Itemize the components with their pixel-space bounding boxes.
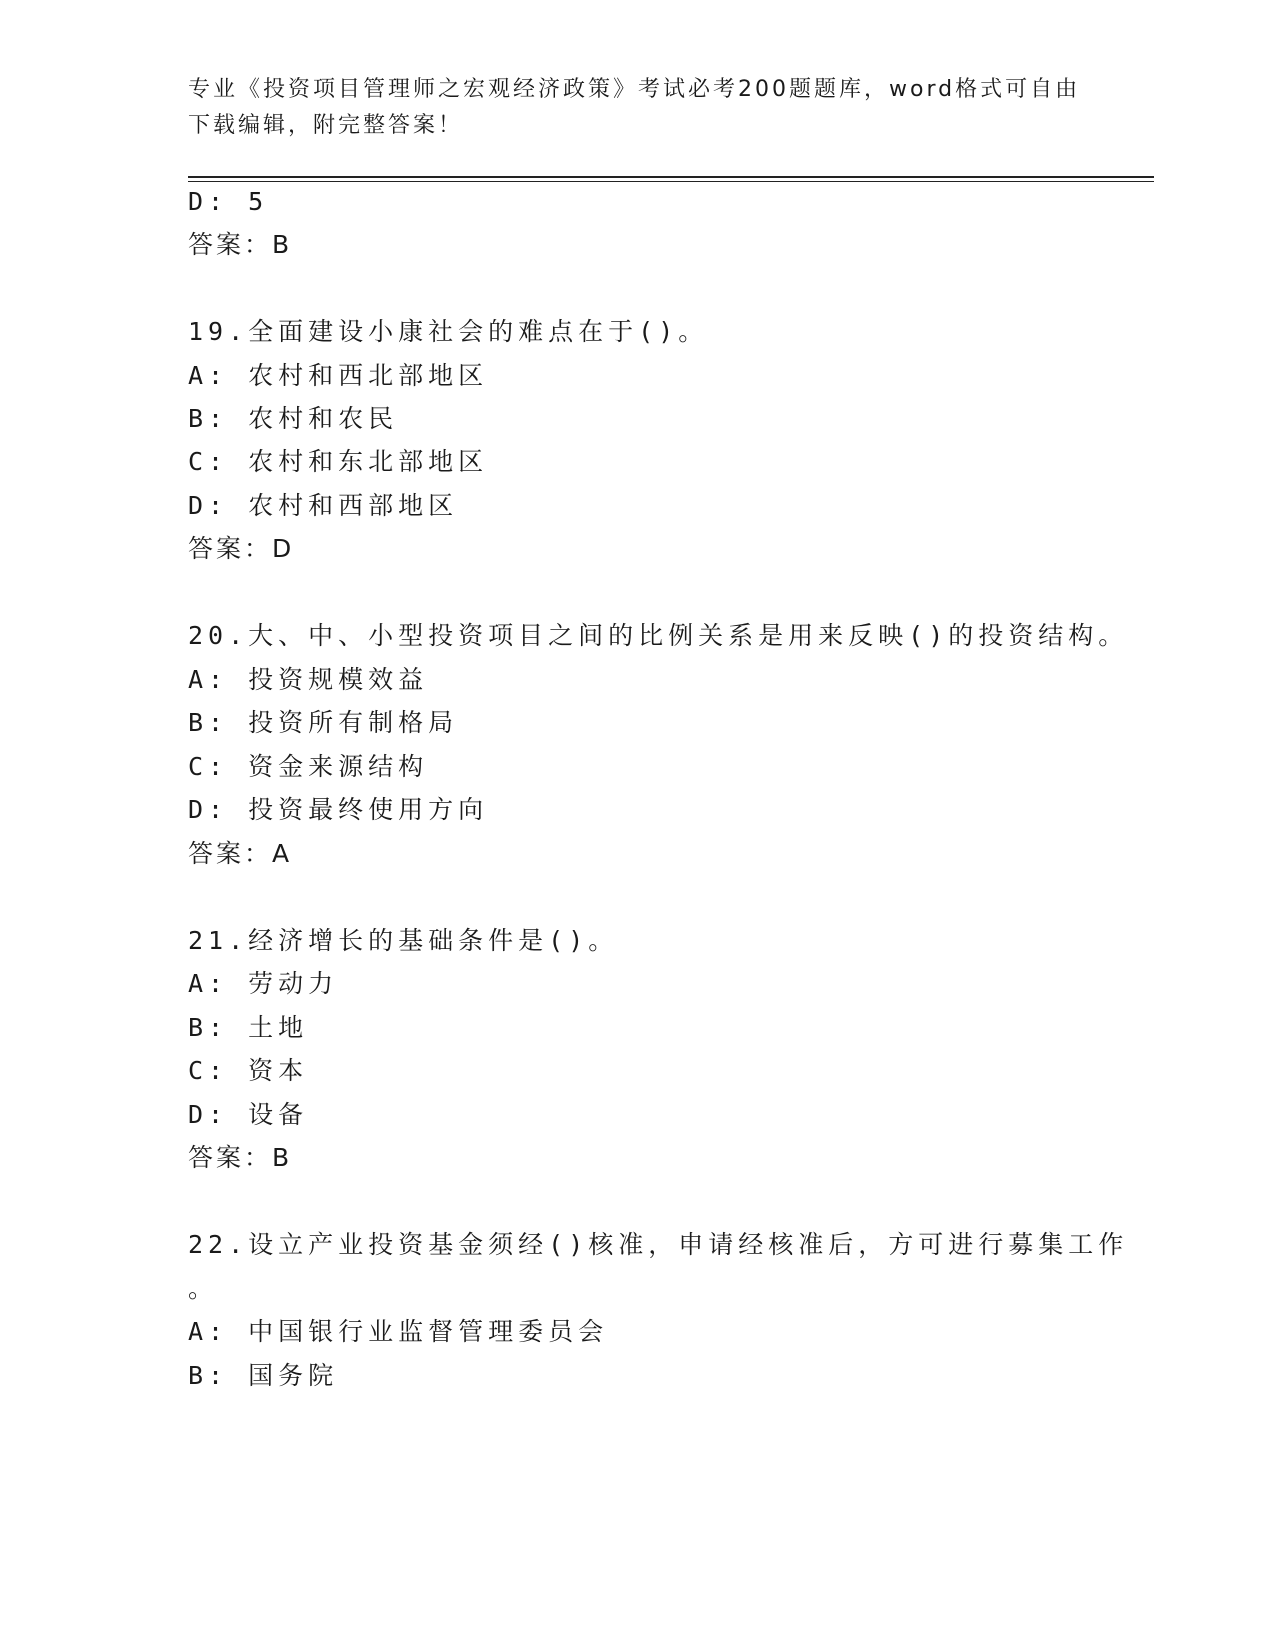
question-19-option-a: A: 农村和西北部地区: [188, 361, 489, 390]
question-19-stem: 19.全面建设小康社会的难点在于()。: [188, 317, 709, 346]
question-21-option-a: A: 劳动力: [188, 969, 339, 998]
question-22-option-b: B: 国务院: [188, 1361, 339, 1390]
question-20-option-b: B: 投资所有制格局: [188, 708, 459, 737]
question-20-answer: 答案：A: [188, 839, 293, 868]
question-19-option-d: D: 农村和西部地区: [188, 491, 459, 520]
question-20-stem: 20.大、中、小型投资项目之间的比例关系是用来反映()的投资结构。: [188, 621, 1129, 650]
document-header: [188, 72, 1088, 144]
header-rule-thin: [188, 181, 1154, 182]
question-21-option-b: B: 土地: [188, 1013, 309, 1042]
question-22-stem-continuation: 。: [188, 1274, 219, 1303]
question-22-option-a: A: 中国银行业监督管理委员会: [188, 1317, 609, 1346]
question-20-option-a: A: 投资规模效益: [188, 665, 429, 694]
question-19-option-b: B: 农村和农民: [188, 404, 399, 433]
header-line-2: 下载编辑，附完整答案！: [188, 113, 464, 138]
question-20-option-d: D: 投资最终使用方向: [188, 795, 489, 824]
question-21-stem: 21.经济增长的基础条件是()。: [188, 926, 619, 955]
header-line-1: 专业《投资项目管理师之宏观经济政策》考试必考200题题库，word格式可自由: [188, 77, 1081, 102]
question-21-option-c: C: 资本: [188, 1056, 309, 1085]
question-19-answer: 答案：D: [188, 534, 295, 563]
question-21-option-d: D: 设备: [188, 1100, 309, 1129]
prev-option-d: D: 5: [188, 187, 269, 216]
prev-answer: 答案：B: [188, 230, 293, 259]
question-21-answer: 答案：B: [188, 1143, 293, 1172]
question-20-option-c: C: 资金来源结构: [188, 752, 429, 781]
question-19-option-c: C: 农村和东北部地区: [188, 447, 489, 476]
question-22-stem: 22.设立产业投资基金须经()核准，申请经核准后，方可进行募集工作: [188, 1230, 1129, 1259]
header-rule-thick: [188, 176, 1154, 178]
